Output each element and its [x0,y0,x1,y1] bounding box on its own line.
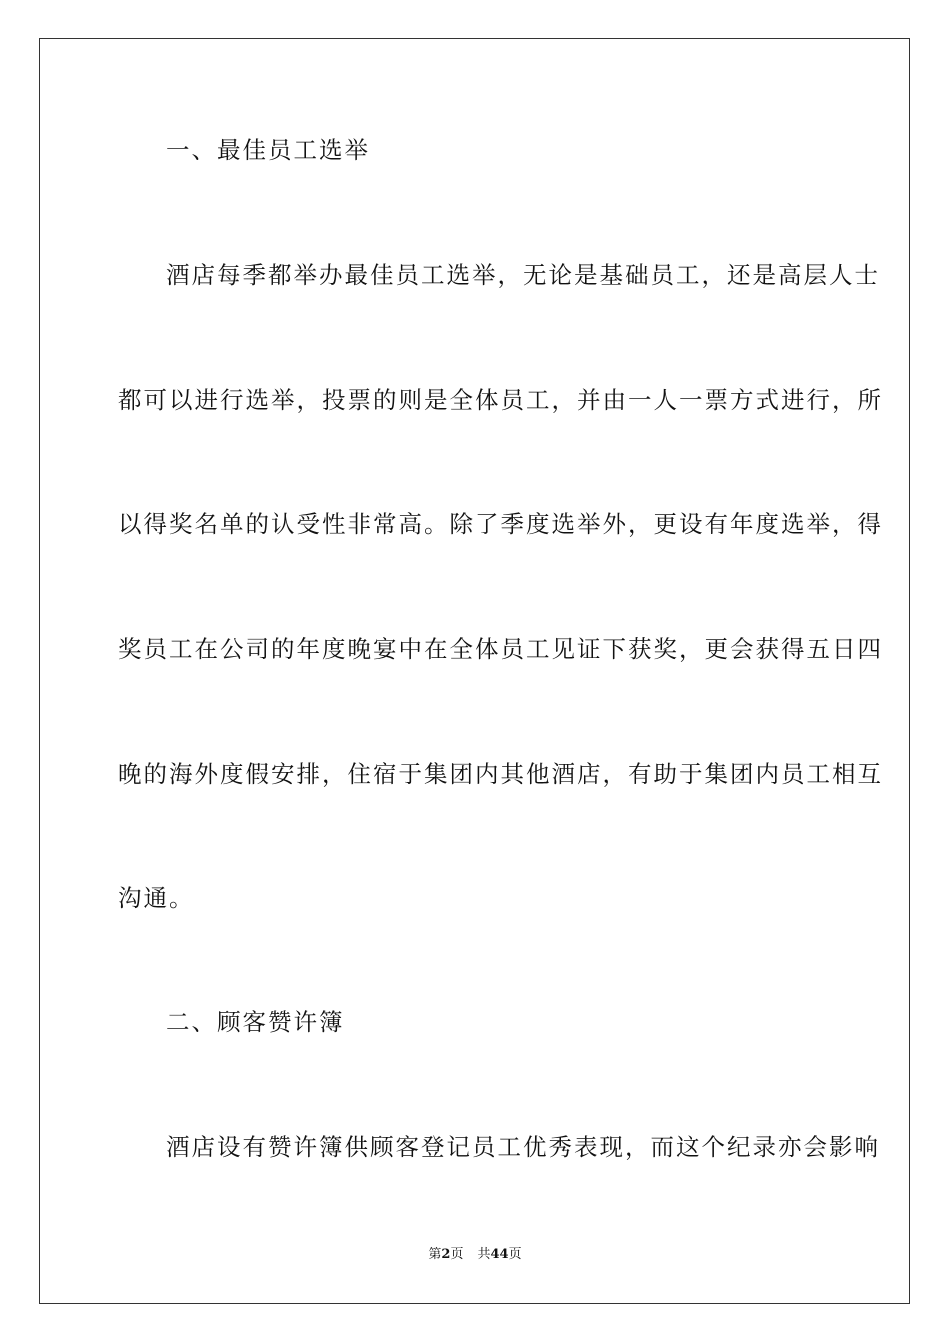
paragraph-line: 都可以进行选举，投票的则是全体员工，并由一人一票方式进行，所 [118,386,883,414]
page-frame [39,38,910,1304]
footer-total-pages: 44 [490,1247,509,1262]
footer-total-prefix: 共 [477,1247,491,1262]
paragraph-line: 奖员工在公司的年度晚宴中在全体员工见证下获奖，更会获得五日四 [118,635,883,663]
paragraph-line: 酒店每季都举办最佳员工选举，无论是基础员工，还是高层人士 [166,261,880,289]
section-heading-1: 一、最佳员工选举 [166,136,370,164]
paragraph-line: 沟通。 [118,884,195,912]
footer-page-number: 2 [441,1247,451,1262]
section-heading-2: 二、顾客赞许簿 [166,1008,345,1036]
paragraph-line: 酒店设有赞许簿供顾客登记员工优秀表现，而这个纪录亦会影响 [166,1133,880,1161]
paragraph-line: 以得奖名单的认受性非常高。除了季度选举外，更设有年度选举，得 [118,510,883,538]
footer-total-suffix: 页 [508,1247,522,1262]
page-footer [0,1246,950,1264]
footer-page-suffix: 页 [450,1247,464,1262]
paragraph-line: 晚的海外度假安排，住宿于集团内其他酒店，有助于集团内员工相互 [118,760,883,788]
footer-page-prefix: 第 [428,1247,442,1262]
